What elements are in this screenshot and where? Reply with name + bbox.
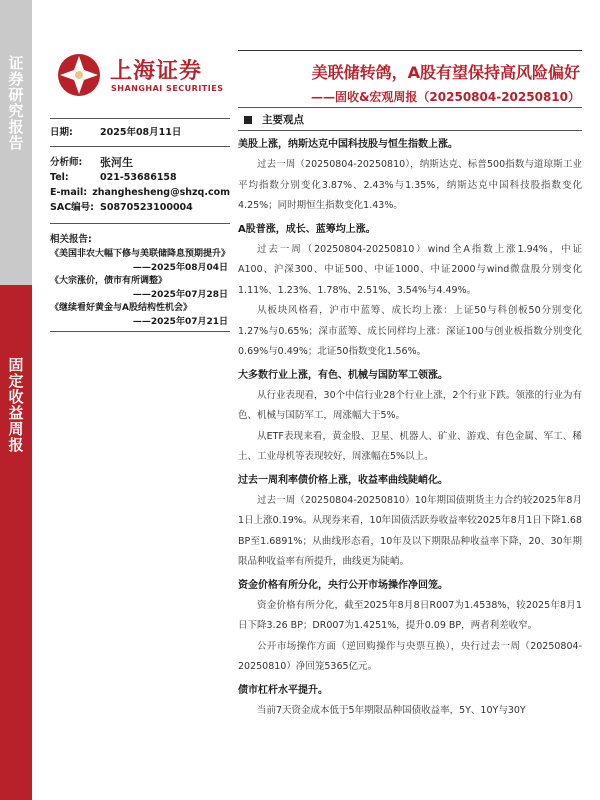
related-report-date: ——2025年08月04日 bbox=[132, 263, 228, 273]
divider bbox=[50, 331, 230, 332]
date-value: 2025年08月11日 bbox=[100, 127, 182, 138]
block-heading: A股普涨，成长、蓝筹均上涨。 bbox=[238, 223, 376, 235]
paragraph: 从ETF表现来看，黄金股、卫星、机器人、矿业、游戏、有色金属、军工、稀土、工业母机等表现较好，周涨幅在5%以上。 bbox=[238, 430, 582, 462]
related-report-item[interactable] bbox=[50, 302, 230, 329]
date-row bbox=[50, 125, 230, 140]
section-title: 主要观点 bbox=[262, 114, 304, 126]
subtitle-rule bbox=[238, 107, 582, 108]
email-row bbox=[50, 185, 230, 200]
analyst-name: 张河生 bbox=[100, 156, 133, 169]
divider bbox=[50, 223, 230, 224]
tel-label: Tel: bbox=[50, 172, 69, 183]
paragraph: 资金价格有所分化，截至2025年8月8日R007为1.4538%，较2025年8月1日下降3.26 BP；DR007为1.4251%，提升0.09 BP，两者利差收窄。 bbox=[238, 599, 582, 631]
related-report-item[interactable] bbox=[50, 248, 230, 275]
tel-row bbox=[50, 170, 230, 185]
analyst-label: 分析师: bbox=[50, 157, 83, 168]
related-report-title: 《美国非农大幅下修与美联储降息预期提升》 bbox=[50, 249, 231, 259]
related-report-item[interactable] bbox=[50, 275, 230, 302]
section-heading bbox=[238, 110, 582, 130]
block-heading: 美股上涨，纳斯达克中国科技股与恒生指数上涨。 bbox=[238, 139, 458, 150]
report-title: 美联储转鸽，A股有望保持高风险偏好 bbox=[311, 63, 580, 82]
divider bbox=[50, 146, 230, 147]
square-bullet-icon bbox=[244, 116, 252, 124]
paragraph: 从板块风格看，沪市中蓝筹、成长均上涨：上证50与科创板50分别变化1.27%与0.65%；深市蓝筹、成长同样均上涨：深证100与创业板指数分别变化0.69%与0.49%；北证50指数变化1.56%。 bbox=[238, 305, 582, 357]
paragraph: 过去一周（20250804-20250810）wind全A指数上涨1.94%，中证A100、沪深300、中证500、中证1000、中证2000与wind微盘股分别变化1.11%、1.23%、1.78%、2.51%、3.54%与4.49%。 bbox=[238, 243, 582, 296]
tel-value: 021-53686158 bbox=[100, 172, 177, 183]
date-label: 日期: bbox=[50, 127, 73, 138]
info-panel bbox=[50, 118, 230, 332]
email-value[interactable]: zhanghesheng@shzq.com bbox=[92, 187, 230, 198]
block-heading: 大多数行业上涨，有色、机械与国防军工领涨。 bbox=[238, 369, 448, 381]
sac-label: SAC编号: bbox=[50, 202, 94, 213]
paragraph: 从行业表现看，30个中信行业28个行业上涨，2个行业下跌。领涨的行业为有色、机械与国防军工，周涨幅大于5%。 bbox=[238, 389, 582, 421]
block-heading: 债市杠杆水平提升。 bbox=[238, 684, 328, 696]
related-report-date: ——2025年07月21日 bbox=[132, 317, 228, 327]
left-sidebar bbox=[0, 0, 32, 800]
block-heading: 资金价格有所分化，央行公开市场操作净回笼。 bbox=[238, 579, 448, 591]
paragraph: 过去一周（20250804-20250810）10年期国债期货主力合约较2025年8月1日上涨0.19%。从现券来看，10年国债活跃券收益率较2025年8月1日下降1.68 BP至1.6891%；从曲线形态看，10年及以下期限品种收益率下降，20、30年期限品种收益率有所提升，曲线更为陡峭。 bbox=[238, 494, 582, 567]
analyst-row bbox=[50, 155, 230, 170]
sac-row bbox=[50, 200, 230, 215]
logo-mark-icon bbox=[56, 52, 102, 98]
paragraph: 公开市场操作方面（逆回购操作与央票互换），央行过去一周（20250804-20250810）净回笼5365亿元。 bbox=[238, 640, 582, 672]
section-rule bbox=[238, 130, 582, 131]
paragraph: 过去一周（20250804-20250810），纳斯达克、标普500指数与道琼斯工业平均指数分别变化3.87%、2.43%与1.35%，纳斯达克中国科技股指数变化4.25%；同时期恒生指数变化1.43%。 bbox=[238, 159, 582, 211]
company-logo bbox=[56, 52, 226, 104]
main-content bbox=[238, 110, 582, 721]
report-type-label: 证券研究报告 bbox=[6, 55, 25, 151]
related-report-date: ——2025年07月28日 bbox=[132, 290, 228, 300]
paragraph: 当前7天资金成本低于5年期限品种国债收益率，5Y、10Y与30Y bbox=[257, 704, 526, 716]
block-heading: 过去一周利率债价格上涨，收益率曲线陡峭化。 bbox=[238, 474, 448, 486]
report-category-label: 固定收益周报 bbox=[6, 357, 25, 453]
divider bbox=[50, 118, 230, 119]
sac-value: S0870523100004 bbox=[100, 202, 193, 213]
title-rule bbox=[238, 50, 582, 51]
related-reports-heading: 相关报告: bbox=[50, 234, 92, 245]
related-report-title: 《大宗涨价，债市有所调整》 bbox=[50, 276, 168, 286]
logo-english-text: SHANGHAI SECURITIES bbox=[111, 84, 224, 93]
related-report-title: 《继续看好黄金与A股结构性机会》 bbox=[50, 303, 192, 313]
report-subtitle: ——固收&宏观周报（20250804-20250810） bbox=[310, 90, 580, 104]
email-label: E-mail: bbox=[50, 187, 88, 198]
logo-chinese-text: 上海证券 bbox=[110, 59, 203, 84]
